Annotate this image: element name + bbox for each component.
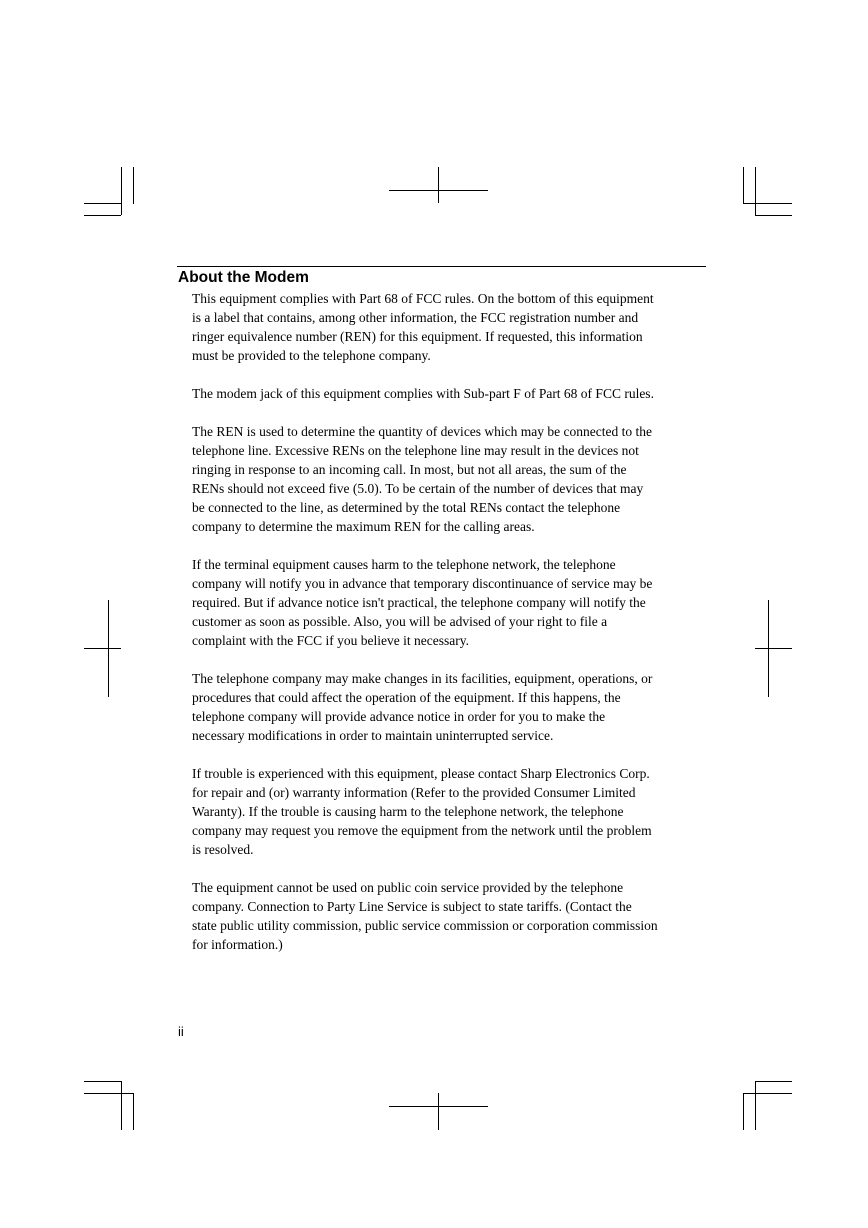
paragraph-network-harm: If the terminal equipment causes harm to the telephone network, the telephone company will notify you in advance that temporary discontinuance of service may be required. But if advance notice isn't practical, the telephone company will notify the customer as soon as possible. Also, you will be advised of your right to file a complaint with the FCC if you believe it necessary. [192,557,653,648]
paragraph-ren: The REN is used to determine the quantity of devices which may be connected to the telephone line. Excessive RENs on the telephone line may result in the devices not ringing in response to an incoming call. In most, but not all areas, the sum of the RENs should not exceed five (5.0). To be certain of the number of devices that may be connected to the line, as determined by the total RENs contact the telephone company to determine the maximum REN for the calling areas. [192,424,652,534]
paragraph-modem-jack: The modem jack of this equipment complies with Sub-part F of Part 68 of FCC rules. [192,386,654,401]
paragraph-coin-service: The equipment cannot be used on public coin service provided by the telephone company. Connection to Party Line Service is subject to state tariffs. (Contact the state public utility commission, public service commission or corporation commission for information.) [192,880,658,952]
section-rule [177,266,706,267]
section-title: About the Modem [178,269,309,286]
paragraph-fcc-part68: This equipment complies with Part 68 of FCC rules. On the bottom of this equipment is a label that contains, among other information, the FCC registration number and ringer equivalence number (REN) for this equipment. If requested, this information must be provided to the telephone company. [192,291,654,363]
paragraph-company-changes: The telephone company may make changes in its facilities, equipment, operations, or procedures that could affect the operation of the equipment. If this happens, the telephone company will provide advance notice in order for you to make the necessary modifications in order to maintain uninterrupted service. [192,671,653,743]
page-number: ii [178,1024,184,1039]
paragraph-trouble: If trouble is experienced with this equipment, please contact Sharp Electronics Corp. for repair and (or) warranty information (Refer to the provided Consumer Limited Waranty). If the trouble is causing harm to the telephone network, the telephone company may request you remove the equipment from the network until the problem is resolved. [192,766,652,857]
body-text [192,289,704,973]
